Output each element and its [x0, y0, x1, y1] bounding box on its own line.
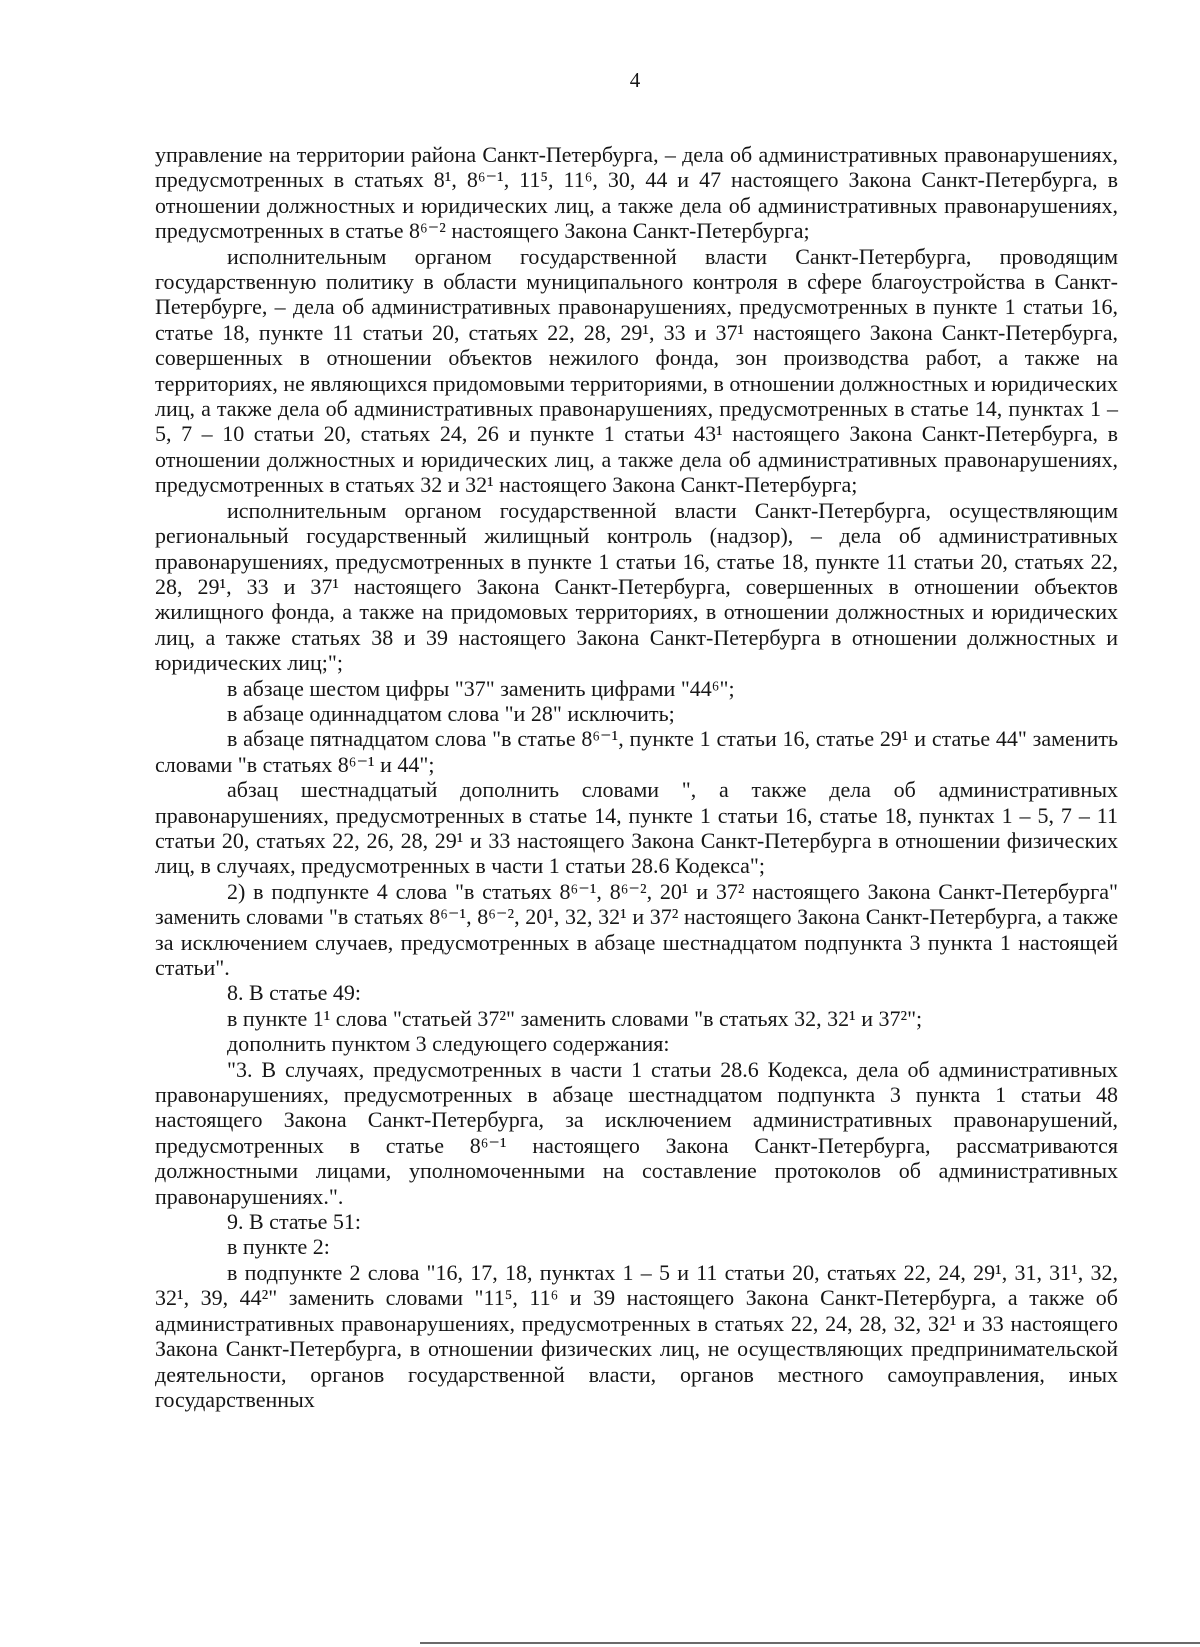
paragraph: "3. В случаях, предусмотренных в части 1 статьи 28.6 Кодекса, дела об административных правонарушениях, предусмотренных в абзаце шестнадцатом подпункта 3 пункта 1 статьи 48 настоящего Закона Санкт-Петербурга, за исключением административных правонарушений, предусмотренных в статье 8⁶⁻¹ настоящего Закона Санкт-Петербурга, рассматриваются должностными лицами, уполномоченными на составление протоколов об административных правонарушениях.". [155, 1056, 1118, 1209]
paragraph: 9. В статье 51: [227, 1209, 362, 1235]
paragraph: в пункте 2: [227, 1234, 330, 1260]
paragraph: в подпункте 2 слова "16, 17, 18, пунктах 1 – 5 и 11 статьи 20, статьях 22, 24, 29¹, 31, 31¹, 32, 32¹, 39, 44²" заменить словами "11⁵, 11⁶ и 39 настоящего Закона Санкт-Петербурга, а также об административных правонарушениях, предусмотренных в статьях 22, 24, 28, 32, 32¹ и 33 настоящего Закона Санкт-Петербурга, в отношении физических лиц, не осуществляющих предпринимательской деятельности, органов государственной власти, органов местного самоуправления, иных государственных [155, 1259, 1118, 1412]
paragraph: в абзаце одиннадцатом слова "и 28" исключить; [227, 700, 675, 726]
page-number: 4 [629, 68, 641, 92]
scan-edge-line [420, 1642, 1200, 1644]
paragraph: в пункте 1¹ слова "статьей 37²" заменить словами "в статьях 32, 32¹ и 37²"; [227, 1005, 923, 1031]
paragraph: управление на территории района Санкт-Петербурга, – дела об административных правонарушениях, предусмотренных в статьях 8¹, 8⁶⁻¹, 11⁵, 11⁶, 30, 44 и 47 настоящего Закона Санкт-Петербурга, в отношении должностных и юридических лиц, а также дела об административных правонарушениях, предусмотренных в статье 8⁶⁻² настоящего Закона Санкт-Петербурга; [155, 142, 1118, 244]
paragraph: абзац шестнадцатый дополнить словами ", а также дела об административных правонарушениях, предусмотренных в статье 14, пункте 1 статьи 16, статье 18, пунктах 1 – 5, 7 – 11 статьи 20, статьях 22, 26, 28, 29¹ и 33 настоящего Закона Санкт-Петербурга в отношении физических лиц, в случаях, предусмотренных в части 1 статьи 28.6 Кодекса"; [155, 777, 1118, 879]
paragraph: исполнительным органом государственной власти Санкт-Петербурга, осуществляющим региональный государственный жилищный контроль (надзор), – дела об административных правонарушениях, предусмотренных в пункте 1 статьи 16, статье 18, пункте 11 статьи 20, статьях 22, 28, 29¹, 33 и 37¹ настоящего Закона Санкт-Петербурга, совершенных в отношении объектов жилищного фонда, а также на придомовых территориях, в отношении должностных и юридических лиц, а также статьях 38 и 39 настоящего Закона Санкт-Петербурга в отношении должностных и юридических лиц;"; [155, 497, 1118, 676]
paragraph: в абзаце пятнадцатом слова "в статье 8⁶⁻¹, пункте 1 статьи 16, статье 29¹ и статье 44" заменить словами "в статьях 8⁶⁻¹ и 44"; [155, 726, 1118, 777]
paragraph: 2) в подпункте 4 слова "в статьях 8⁶⁻¹, 8⁶⁻², 20¹ и 37² настоящего Закона Санкт-Петербурга" заменить словами "в статьях 8⁶⁻¹, 8⁶⁻², 20¹, 32, 32¹ и 37² настоящего Закона Санкт-Петербурга, а также за исключением случаев, предусмотренных в абзаце шестнадцатом подпункта 3 пункта 1 настоящей статьи". [155, 878, 1118, 980]
paragraph: дополнить пунктом 3 следующего содержания: [227, 1031, 670, 1057]
paragraph: в абзаце шестом цифры "37" заменить цифрами "44⁶"; [227, 675, 735, 701]
document-body [155, 142, 1118, 1412]
paragraph: исполнительным органом государственной власти Санкт-Петербурга, проводящим государственную политику в области муниципального контроля в сфере благоустройства в Санкт-Петербурге, – дела об административных правонарушениях, предусмотренных в пункте 1 статьи 16, статье 18, пункте 11 статьи 20, статьях 22, 28, 29¹, 33 и 37¹ настоящего Закона Санкт-Петербурга, совершенных в отношении объектов нежилого фонда, зон производства работ, а также на территориях, не являющихся придомовыми территориями, в отношении должностных и юридических лиц, а также дела об административных правонарушениях, предусмотренных в статье 14, пунктах 1 – 5, 7 – 10 статьи 20, статьях 24, 26 и пункте 1 статьи 43¹ настоящего Закона Санкт-Петербурга, в отношении должностных и юридических лиц, а также дела об административных правонарушениях, предусмотренных в статьях 32 и 32¹ настоящего Закона Санкт-Петербурга; [155, 243, 1118, 498]
paragraph: 8. В статье 49: [227, 980, 362, 1006]
